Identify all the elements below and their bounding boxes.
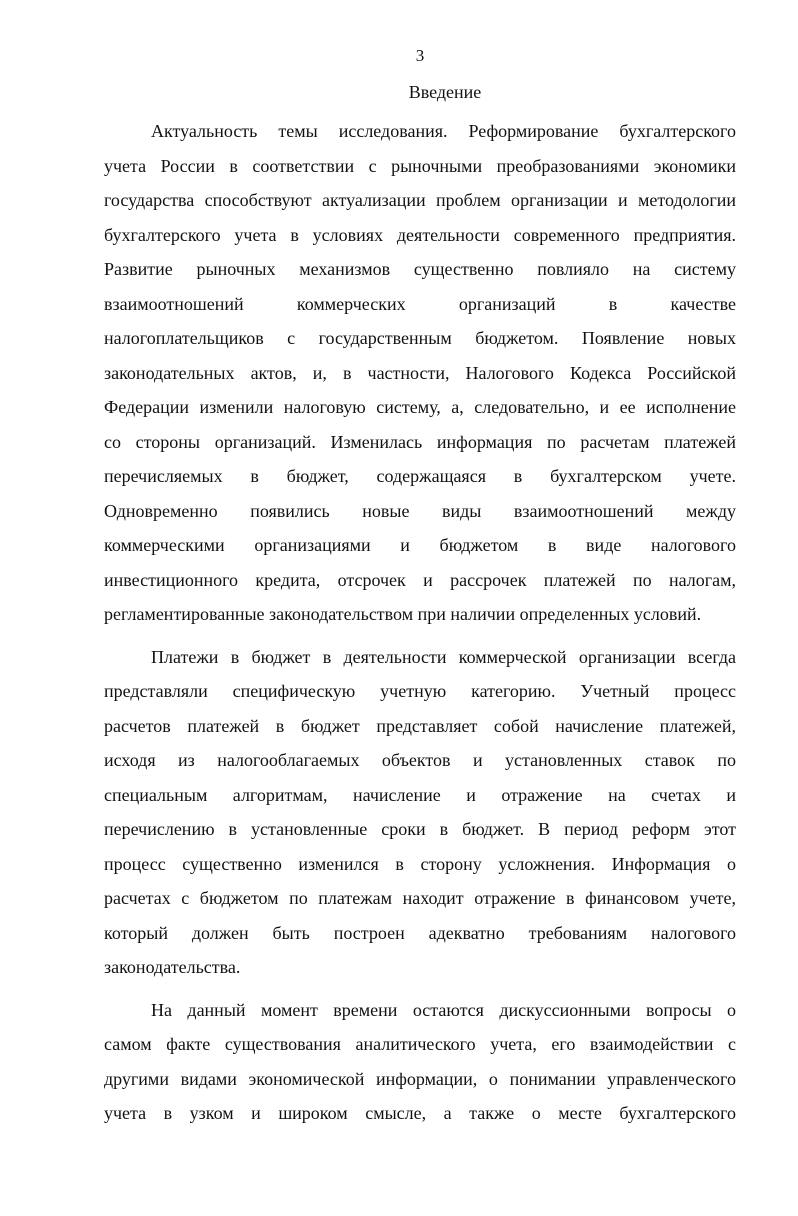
text-line: процесс существенно изменился в сторону усложнения. Информация о — [104, 853, 736, 874]
text-line: учета России в соответствии с рыночными преобразованиями экономики — [104, 155, 736, 176]
text-line: учета в узком и широком смысле, а также о месте бухгалтерского — [104, 1103, 736, 1123]
text-line: представляли специфическую учетную категорию. Учетный процесс — [104, 681, 736, 701]
body-text — [104, 114, 736, 1131]
text-line: инвестиционного кредита, отсрочек и рассрочек платежей по налогам, — [104, 569, 736, 590]
text-line: исходя из налогооблагаемых объектов и установленных ставок по — [104, 750, 736, 770]
text-line: Актуальность темы исследования. Реформирование бухгалтерского — [151, 121, 736, 141]
page-number: 3 — [415, 46, 425, 65]
text-line: коммерческими организациями и бюджетом в виде налогового — [104, 535, 736, 555]
text-line: Одновременно появились новые виды взаимоотношений между — [104, 500, 736, 521]
section-title: Введение — [408, 82, 482, 102]
text-line: бухгалтерского учета в условиях деятельности современного предприятия. — [104, 224, 736, 245]
text-line: налогоплательщиков с государственным бюджетом. Появление новых — [104, 328, 736, 348]
text-line: регламентированные законодательством при наличии определенных условий. — [104, 604, 702, 624]
text-line: расчетах с бюджетом по платежам находит отражение в финансовом учете, — [104, 888, 736, 908]
paragraph-discussion — [104, 993, 736, 1131]
text-line: который должен быть построен адекватно требованиям налогового — [104, 922, 736, 943]
text-line: специальным алгоритмам, начисление и отражение на счетах и — [104, 784, 736, 805]
text-line: законодательства. — [104, 957, 241, 977]
text-line: самом факте существования аналитического учета, его взаимодействии с — [104, 1034, 736, 1054]
text-line: другими видами экономической информации, о понимании управленческого — [104, 1068, 736, 1089]
text-line: Федерации изменили налоговую систему, а, следовательно, и ее исполнение — [104, 397, 736, 417]
paragraph-relevance — [104, 114, 736, 632]
text-line: расчетов платежей в бюджет представляет собой начисление платежей, — [104, 715, 736, 736]
text-line: со стороны организаций. Изменилась информация по расчетам платежей — [104, 431, 736, 452]
text-line: Развитие рыночных механизмов существенно повлияло на систему — [104, 259, 736, 279]
text-line: перечислению в установленные сроки в бюджет. В период реформ этот — [104, 819, 736, 839]
text-line: Платежи в бюджет в деятельности коммерческой организации всегда — [151, 646, 736, 667]
text-line: перечисляемых в бюджет, содержащаяся в бухгалтерском учете. — [104, 466, 736, 486]
text-line: взаимоотношений коммерческих организаций в качестве — [104, 293, 736, 314]
text-line: На данный момент времени остаются дискуссионными вопросы о — [151, 999, 736, 1020]
paragraph-budget-payments — [104, 640, 736, 985]
text-line: законодательных актов, и, в частности, Налогового Кодекса Российской — [104, 362, 736, 383]
text-line: государства способствуют актуализации проблем организации и методологии — [104, 190, 736, 210]
